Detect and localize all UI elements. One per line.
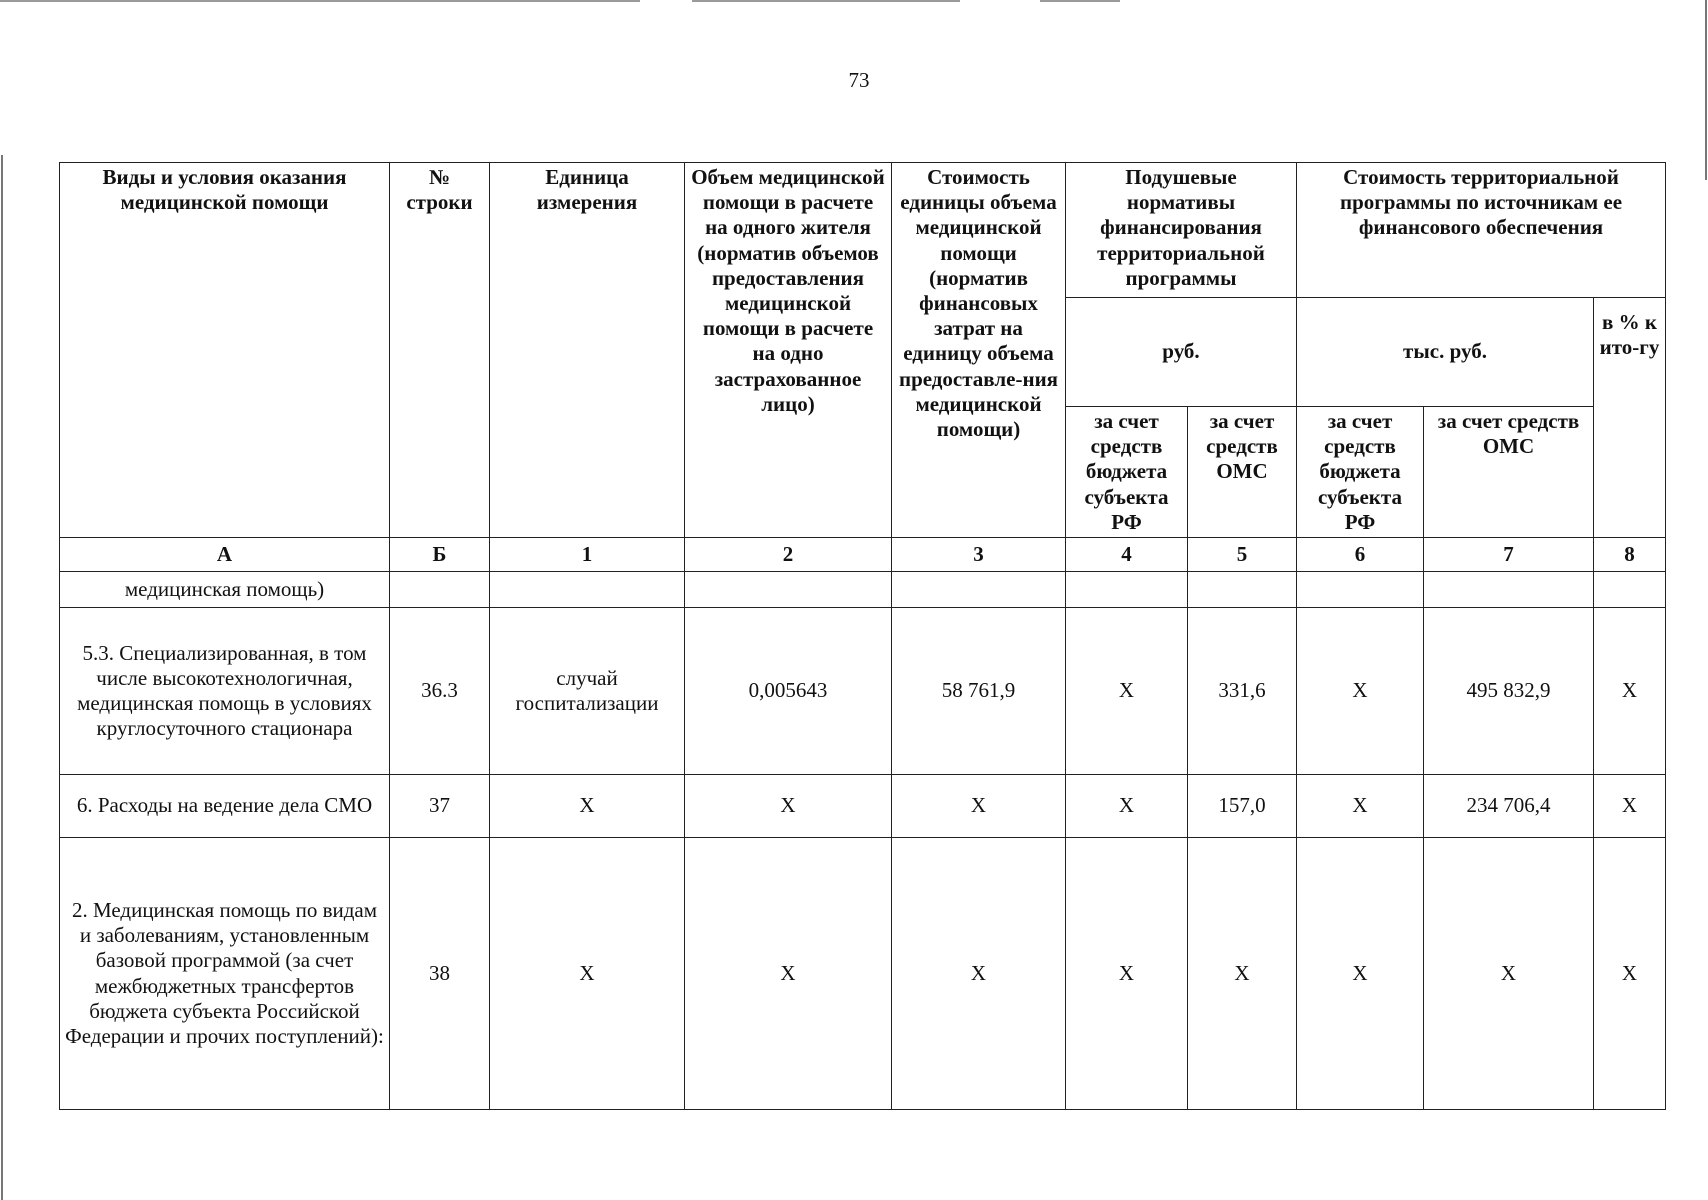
row-label: 2. Медицинская помощь по видам и заболеваниям, установленным базовой программой (за счет межбюджетных трансфертов бюджета субъекта Российской Федерации и прочих поступлений): — [60, 838, 390, 1110]
table-cell: случай госпитализации — [490, 608, 685, 775]
column-index-cell: 2 — [685, 538, 892, 572]
header-program-cost: Стоимость территориальной программы по источникам ее финансового обеспечения — [1297, 163, 1666, 298]
table-row — [60, 838, 1666, 1110]
table-cell: Х — [1297, 775, 1424, 838]
table-cell: Х — [1297, 838, 1424, 1110]
column-index-cell: 5 — [1188, 538, 1297, 572]
table-cell — [685, 572, 892, 608]
top-scan-rule-3 — [1040, 0, 1120, 2]
header-row-1 — [60, 163, 1666, 298]
table-cell — [892, 572, 1066, 608]
column-index-cell: 4 — [1066, 538, 1188, 572]
table-cell: Х — [1066, 608, 1188, 775]
column-index-cell: 6 — [1297, 538, 1424, 572]
table-cell: Х — [1424, 838, 1594, 1110]
top-scan-rule-1 — [0, 0, 640, 2]
row-label: медицинская помощь) — [60, 572, 390, 608]
table-row — [60, 775, 1666, 838]
table-cell — [390, 572, 490, 608]
column-index-cell: 3 — [892, 538, 1066, 572]
header-thous-rub: тыс. руб. — [1297, 298, 1594, 407]
table-cell: Х — [490, 838, 685, 1110]
table-cell: Х — [892, 775, 1066, 838]
table-cell: Х — [1594, 775, 1666, 838]
table-cell: 331,6 — [1188, 608, 1297, 775]
financing-table — [59, 162, 1666, 1110]
table-cell: 495 832,9 — [1424, 608, 1594, 775]
row-label: 5.3. Специализированная, в том числе высокотехнологичная, медицинская помощь в условиях круглосуточного стационара — [60, 608, 390, 775]
table-row — [60, 608, 1666, 775]
table-cell — [1297, 572, 1424, 608]
column-index-cell: Б — [390, 538, 490, 572]
header-oms-thous: за счет средств ОМС — [1424, 407, 1594, 538]
header-oms-rub: за счет средств ОМС — [1188, 407, 1297, 538]
table-cell: 38 — [390, 838, 490, 1110]
header-row-number: № строки — [390, 163, 490, 538]
header-budget-rub: за счет средств бюджета субъекта РФ — [1066, 407, 1188, 538]
table-cell: Х — [490, 775, 685, 838]
column-index-row — [60, 538, 1666, 572]
table-cell: Х — [1297, 608, 1424, 775]
table-cell: Х — [1594, 838, 1666, 1110]
table-cell — [1424, 572, 1594, 608]
header-unit: Единица измерения — [490, 163, 685, 538]
column-index-cell: 1 — [490, 538, 685, 572]
left-scan-edge — [1, 155, 3, 1200]
header-budget-thous: за счет средств бюджета субъекта РФ — [1297, 407, 1424, 538]
table-cell: 0,005643 — [685, 608, 892, 775]
top-scan-rule-2 — [692, 0, 960, 2]
table-cell — [1188, 572, 1297, 608]
table-row — [60, 572, 1666, 608]
table-cell — [1066, 572, 1188, 608]
table-cell: 37 — [390, 775, 490, 838]
header-per-capita: Подушевые нормативы финансирования территориальной программы — [1066, 163, 1297, 298]
table-cell: 58 761,9 — [892, 608, 1066, 775]
row-label: 6. Расходы на ведение дела СМО — [60, 775, 390, 838]
table-cell: Х — [892, 838, 1066, 1110]
header-kinds: Виды и условия оказания медицинской помощи — [60, 163, 390, 538]
table-cell: Х — [685, 775, 892, 838]
table-cell: Х — [1066, 775, 1188, 838]
table-cell: Х — [1066, 838, 1188, 1110]
header-cost: Стоимость единицы объема медицинской помощи (норматив финансовых затрат на единицу объема предоставле-ния медицинской помощи) — [892, 163, 1066, 538]
table-cell — [1594, 572, 1666, 608]
column-index-cell: А — [60, 538, 390, 572]
table-cell: Х — [1188, 838, 1297, 1110]
page-number: 73 — [848, 68, 870, 92]
table-cell: Х — [685, 838, 892, 1110]
table-cell: 36.3 — [390, 608, 490, 775]
table-cell — [490, 572, 685, 608]
header-rub: руб. — [1066, 298, 1297, 407]
table-cell: 157,0 — [1188, 775, 1297, 838]
header-percent: в % к ито-гу — [1594, 298, 1666, 538]
table-cell: Х — [1594, 608, 1666, 775]
column-index-cell: 8 — [1594, 538, 1666, 572]
column-index-cell: 7 — [1424, 538, 1594, 572]
table-cell: 234 706,4 — [1424, 775, 1594, 838]
header-volume: Объем медицинской помощи в расчете на одного жителя (норматив объемов предоставления медицинской помощи в расчете на одно застрахованное лицо) — [685, 163, 892, 538]
